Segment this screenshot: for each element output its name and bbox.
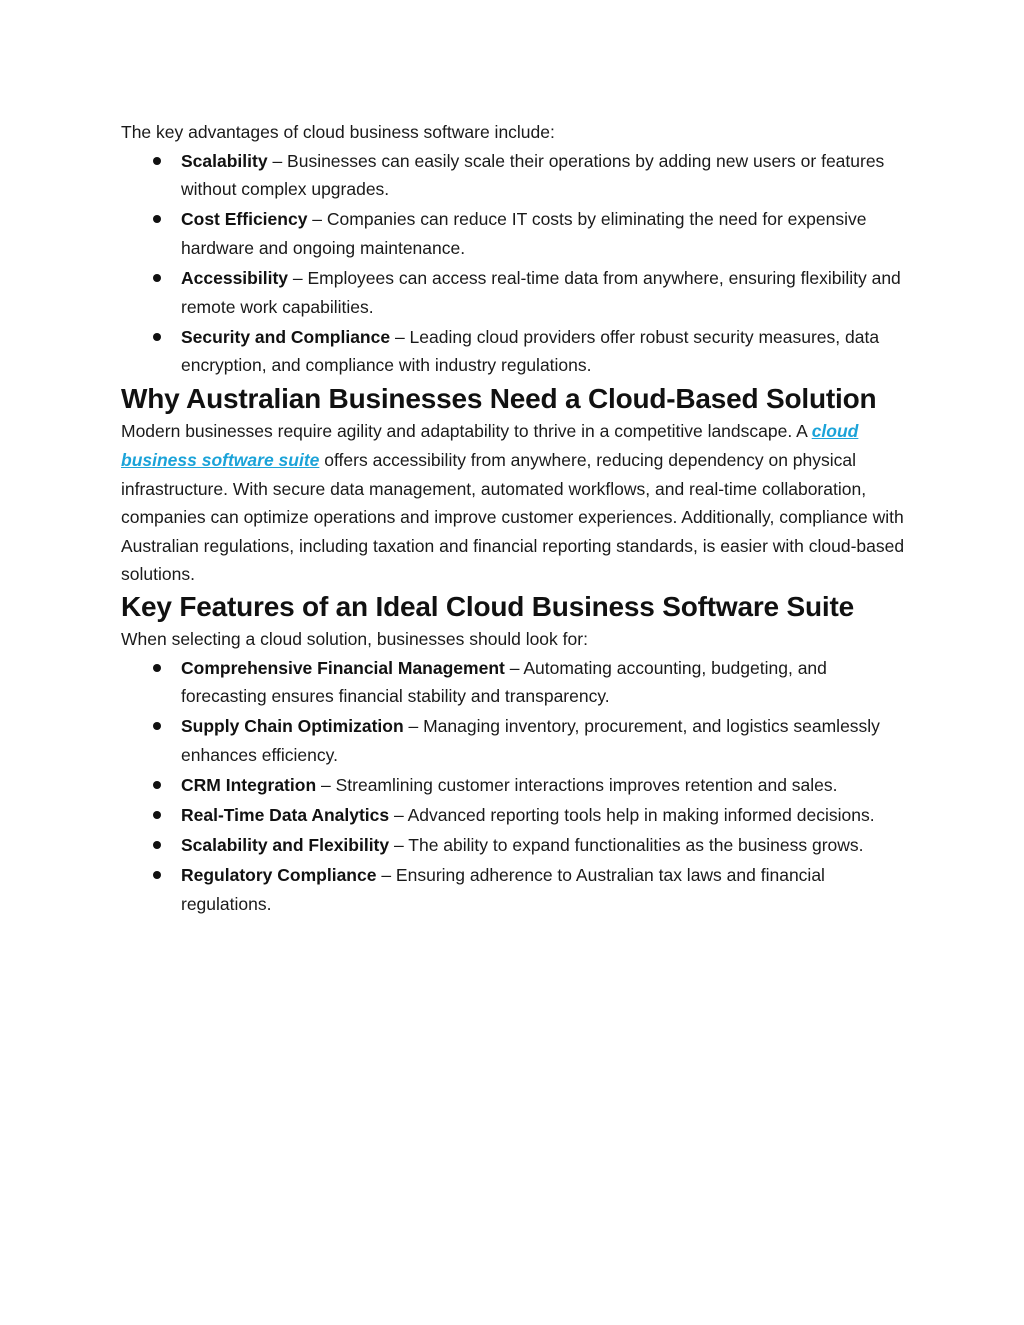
bullet-icon: [153, 871, 161, 879]
list-item-term: Accessibility: [181, 267, 288, 288]
list-item: [121, 712, 911, 769]
list-item: [121, 771, 911, 800]
bullet-icon: [153, 722, 161, 730]
cloud-suite-link[interactable]: cloud business software suite: [121, 421, 859, 470]
bullet-icon: [153, 333, 161, 341]
list-item: [121, 264, 911, 321]
list-item: [121, 801, 911, 830]
list-item-desc: – Advanced reporting tools help in making informed decisions.: [389, 804, 875, 825]
list-item-term: Supply Chain Optimization: [181, 716, 404, 737]
bullet-icon: [153, 274, 161, 282]
bullet-icon: [153, 664, 161, 672]
list-item: [121, 654, 911, 711]
list-item-desc: – Managing inventory, procurement, and logistics seamlessly enhances efficiency.: [181, 716, 880, 765]
list-item-term: Security and Compliance: [181, 326, 391, 347]
list-item-desc: – Streamlining customer interactions improves retention and sales.: [316, 774, 838, 795]
list-item-desc: – Automating accounting, budgeting, and forecasting ensures financial stability and transparency.: [181, 657, 827, 707]
bullet-icon: [153, 781, 161, 789]
bullet-icon: [153, 841, 161, 849]
advantages-list: [121, 147, 911, 380]
bullet-icon: [153, 215, 161, 223]
list-item-desc: – Businesses can easily scale their operations by adding new users or features without complex upgrades.: [181, 150, 885, 200]
list-item: [121, 831, 911, 860]
list-item-term: CRM Integration: [181, 774, 317, 795]
bullet-icon: [153, 157, 161, 165]
why-text-before: Modern businesses require agility and adaptability to thrive in a competitive landscape. A: [121, 421, 812, 442]
list-item-term: Real-Time Data Analytics: [181, 804, 390, 825]
list-item-term: Scalability: [181, 150, 268, 171]
intro-paragraph: The key advantages of cloud business software include:: [121, 122, 555, 142]
list-item-term: Comprehensive Financial Management: [181, 657, 505, 678]
list-item-desc: – Companies can reduce IT costs by eliminating the need for expensive hardware and ongoing maintenance.: [181, 209, 867, 258]
list-item: [121, 861, 911, 918]
why-text-after: offers accessibility from anywhere, reducing dependency on physical infrastructure. With secure data management, automated workflows, and real-time collaboration, companies can optimize operations and improve customer experiences. Additionally, compliance with Australian regulations, including taxation and financial reporting standards, is easier with cloud-based solutions.: [121, 449, 905, 585]
why-heading: Why Australian Businesses Need a Cloud-Based Solution: [121, 383, 877, 415]
list-item: [121, 147, 911, 204]
features-list: [121, 654, 911, 919]
list-item-term: Scalability and Flexibility: [181, 835, 390, 856]
list-item-desc: – Ensuring adherence to Australian tax laws and financial regulations.: [181, 865, 825, 914]
bullet-icon: [153, 811, 161, 819]
why-paragraph: [121, 417, 911, 589]
document-page: [121, 118, 911, 920]
list-item-desc: – The ability to expand functionalities as the business grows.: [389, 835, 864, 856]
features-intro: When selecting a cloud solution, businesses should look for:: [121, 628, 588, 649]
list-item-desc: – Leading cloud providers offer robust security measures, data encryption, and compliance with industry regulations.: [181, 326, 880, 376]
features-heading: Key Features of an Ideal Cloud Business Software Suite: [121, 590, 854, 622]
list-item: [121, 323, 911, 380]
list-item: [121, 205, 911, 262]
list-item-term: Regulatory Compliance: [181, 865, 377, 886]
list-item-desc: – Employees can access real-time data from anywhere, ensuring flexibility and remote work capabilities.: [181, 267, 901, 317]
list-item-term: Cost Efficiency: [181, 209, 308, 230]
